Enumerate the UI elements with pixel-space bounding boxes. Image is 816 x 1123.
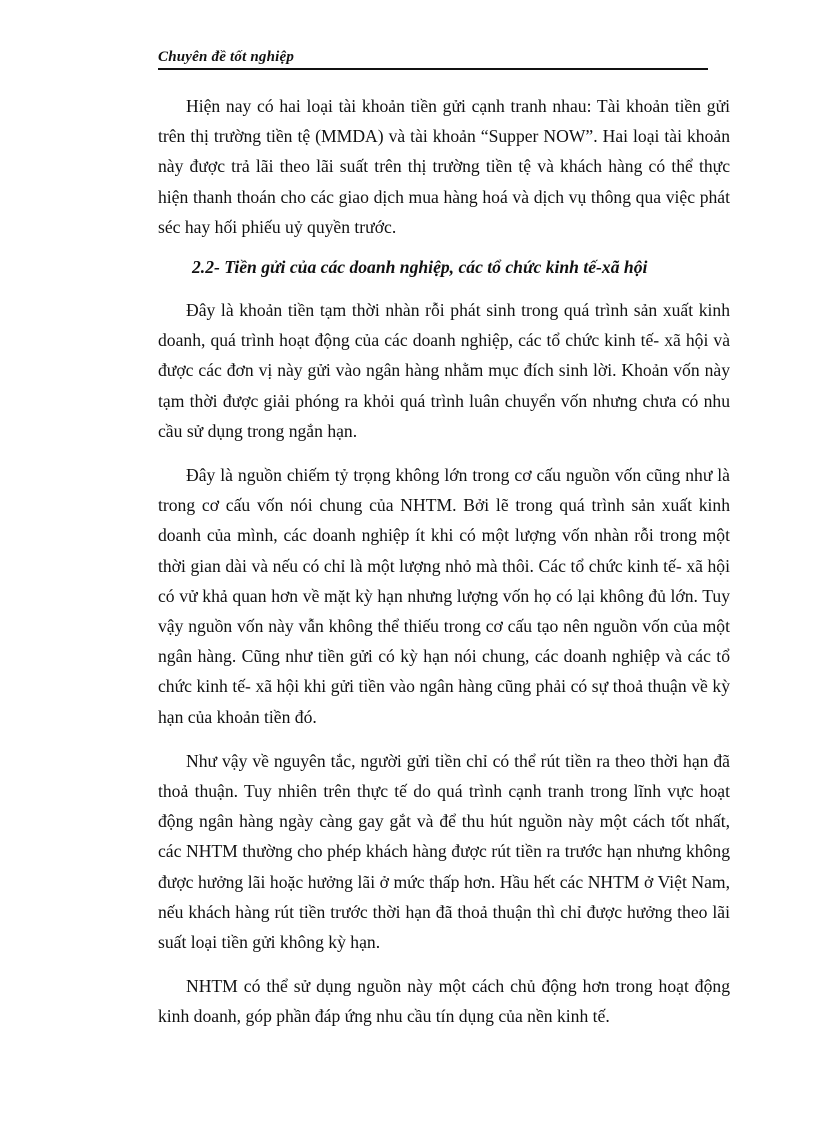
header-title: Chuyên đề tốt nghiệp [158, 49, 295, 65]
paragraph-3: Đây là nguồn chiếm tỷ trọng không lớn trong cơ cấu nguồn vốn cũng như là trong cơ cấu vốn nói chung của NHTM. Bởi lẽ trong quá trình sản xuất kinh doanh của mình, các doanh nghiệp ít khi có một lượng vốn nhàn rỗi trong một thời gian dài và nếu có chỉ là một lượng nhỏ mà thôi. Các tổ chức kinh tế- xã hội có vử khả quan hơn về mặt kỳ hạn nhưng lượng vốn họ có lại không đủ lớn. Tuy vậy nguồn vốn này vẫn không thể thiếu trong cơ cấu tạo nên nguồn vốn của một ngân hàng. Cũng như tiền gửi có kỳ hạn nói chung, các doanh nghiệp và các tổ chức kinh tế- xã hội khi gửi tiền vào ngân hàng cũng phải có sự thoả thuận về kỳ hạn của khoản tiền đó. [158, 465, 730, 727]
paragraph-1: Hiện nay có hai loại tài khoản tiền gửi cạnh tranh nhau: Tài khoản tiền gửi trên thị trường tiền tệ (MMDA) và tài khoản “Supper NOW”. Hai loại tài khoản này được trả lãi theo lãi suất trên thị trường tiền tệ và khách hàng có thể thực hiện thanh thoán cho các giao dịch mua hàng hoá và dịch vụ thông qua việc phát séc hay hối phiếu uỷ quyền trước. [158, 96, 730, 237]
paragraph-5: NHTM có thể sử dụng nguồn này một cách chủ động hơn trong hoạt động kinh doanh, góp phần đáp ứng nhu cầu tín dụng của nền kinh tế. [158, 976, 730, 1027]
paragraph-2: Đây là khoản tiền tạm thời nhàn rỗi phát sinh trong quá trình sản xuất kinh doanh, quá trình hoạt động của các doanh nghiệp, các tổ chức kinh tế- xã hội và được các đơn vị này gửi vào ngân hàng nhằm mục đích sinh lời. Khoản vốn này tạm thời được giải phóng ra khỏi quá trình luân chuyển vốn nhưng chưa có nhu cầu sử dụng trong ngắn hạn. [158, 300, 730, 441]
page-header [158, 46, 708, 70]
paragraph-4: Như vậy về nguyên tắc, người gửi tiền chỉ có thể rút tiền ra theo thời hạn đã thoả thuận. Tuy nhiên trên thực tế do quá trình cạnh tranh trong lĩnh vực hoạt động ngân hàng ngày càng gay gắt và để thu hút nguồn này một cách tốt nhất, các NHTM thường cho phép khách hàng được rút tiền ra trước hạn nhưng không được hưởng lãi hoặc hưởng lãi ở mức thấp hơn. Hầu hết các NHTM ở Việt Nam, nếu khách hàng rút tiền trước thời hạn đã thoả thuận thì chỉ được hưởng theo lãi suất loại tiền gửi không kỳ hạn. [158, 750, 730, 953]
section-heading: 2.2- Tiền gửi của các doanh nghiệp, các tổ chức kinh tế-xã hội [192, 257, 648, 278]
document-body [158, 91, 730, 1032]
